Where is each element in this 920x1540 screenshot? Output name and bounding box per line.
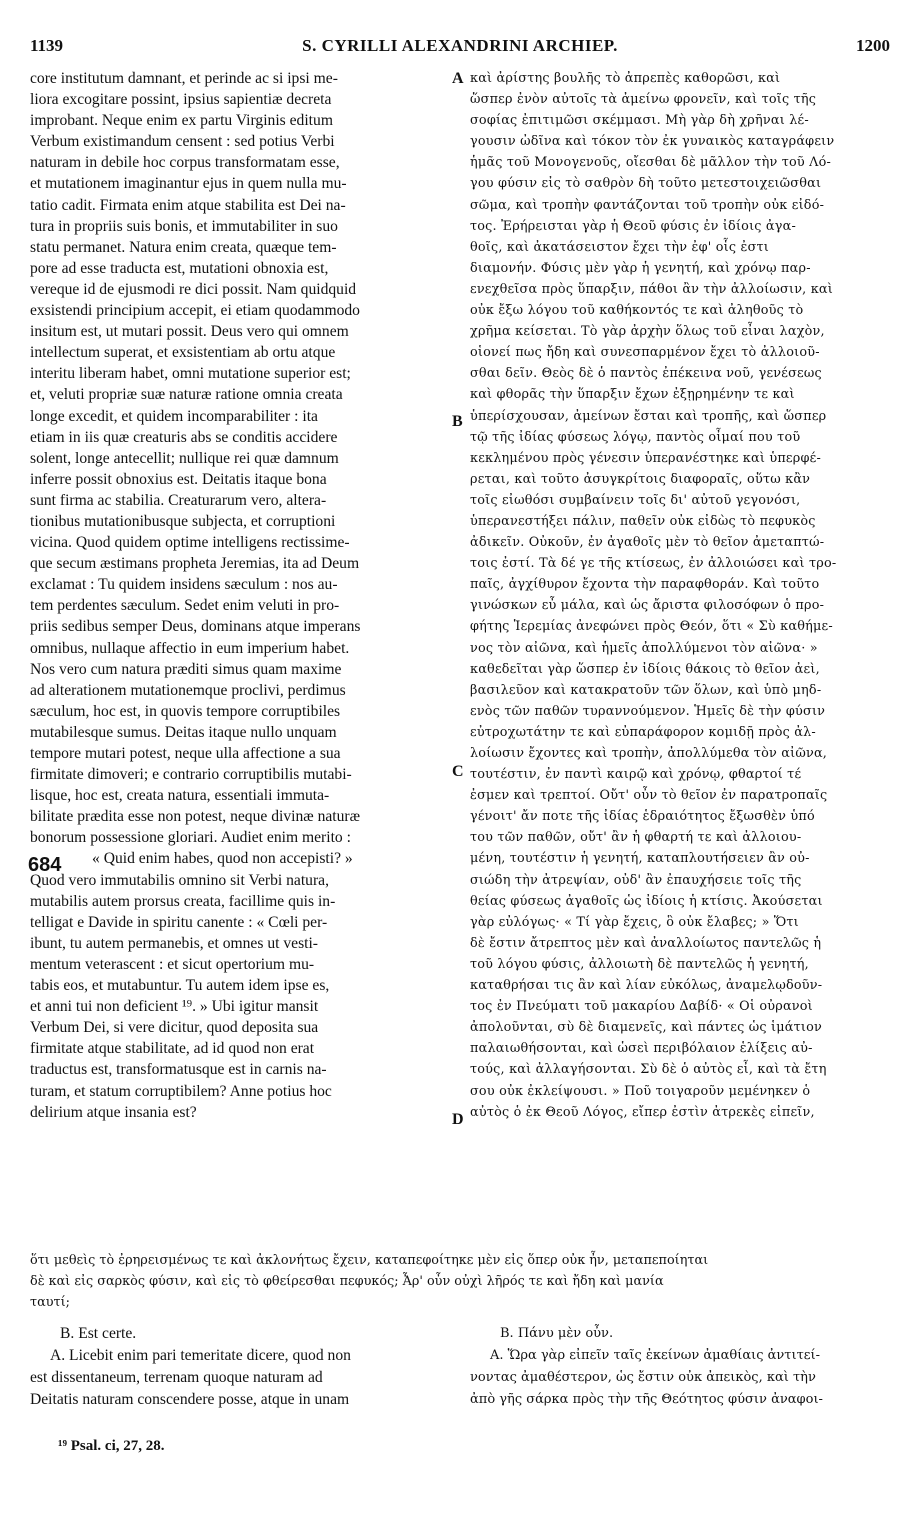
greek-line: χρῆμα κείσεται. Τὸ γὰρ ἀρχὴν ὅλως τοῦ εἶναι λαχὸν, — [470, 324, 825, 340]
greek-line: αὐτὸς ὁ ἐκ Θεοῦ Λόγος, εἴπερ ἐστὶν ἀτρεκὲς εἰπεῖν, — [470, 1104, 815, 1120]
latin-line: lisque, hoc est, creata natura, essentiali immuta- — [30, 787, 330, 805]
latin-line: core institutum damnant, et perinde ac si ipsi me- — [30, 70, 338, 87]
latin-line: firmitate atque stabilitate, ad id quod non erat — [30, 1040, 315, 1058]
greek-line: τος ἐν Πνεύματι τοῦ μακαρίου Δαβίδ· « Οἱ οὐρανοὶ — [470, 999, 813, 1015]
greek-line: σου οὐκ ἐκλείψουσι. » Ποῦ τοιγαροῦν μεμένηκεν ὁ — [470, 1083, 811, 1099]
latin-line: tabis eos, et mutabuntur. Tu autem idem ipse es, — [30, 977, 330, 995]
greek-line: του τῶν παθῶν, οὔτ' ἂν ἡ φθαρτή τε καὶ ἀλλοιου- — [470, 830, 802, 846]
latin-line: exclamat : Tu quidem insidens sæculum : nos au- — [30, 576, 338, 594]
latin-line: priis sedibus semper Deus, dominans atque imperans — [30, 618, 361, 636]
greek-line: καὶ φθορᾶς τὴν ὕπαρξιν ἔχων ἐξῃρημένην τε καὶ — [470, 387, 795, 403]
latin-line: naturam in debile hoc corpus transformatam esse, — [30, 154, 340, 172]
greek-line: νος τὸν αἰῶνα, καὶ ἡμεῖς ἀπολλύμενοι τὸν αἰῶνα· » — [470, 640, 818, 656]
lower-greek-line: A. Ὥρα γὰρ εἰπεῖν ταῖς ἐκείνων ἀμαθίαις ἀντιτεί- — [490, 1348, 821, 1363]
greek-line: σθαι δεῖν. Θεὸς δὲ ὁ παντὸς ἐπέκεινα νοῦ, γενέσεως — [470, 366, 822, 382]
latin-line: et mutationem imaginantur ejus in quem nulla mu- — [30, 175, 347, 193]
greek-line: θοῖς, καὶ ἀκατάσειστον ἔχει τὴν ἐφ' οἷς ἐστι — [470, 239, 770, 255]
greek-line: παλαιωθήσονται, καὶ ὡσεὶ περιβόλαιον ἑλίξεις αὐ- — [470, 1041, 813, 1057]
latin-line: mentum veterascent : et sicut opertorium mu- — [30, 955, 315, 973]
lower-greek-line: B. Πάνυ μὲν οὖν. — [500, 1326, 614, 1341]
greek-line: γένοιτ' ἄν ποτε τῆς ἰδίας ἑδραιότητος ἔξωσθὲν ὑπό — [470, 809, 815, 825]
latin-line: longe excedit, et quidem incomparabiliter : ita — [30, 407, 318, 425]
full-width-line: δὲ καὶ εἰς σαρκὸς φύσιν, καὶ εἰς τὸ φθείρεσθαι πεφυκός; Ἆρ' οὖν οὐχὶ λῆρός τε καὶ ἤδη καὶ μανία — [30, 1274, 664, 1289]
latin-line: bilitate prædita esse non potest, neque divinæ naturæ — [30, 808, 361, 826]
latin-line: pore ad esse traducta est, mutationi obnoxia est, — [30, 259, 329, 277]
latin-line: tem perdentes sæculum. Sedet enim veluti in pro- — [30, 597, 340, 615]
latin-line: tatio cadit. Firmata enim atque stabilita est Dei na- — [30, 196, 346, 214]
page-number-left: 1139 — [30, 36, 64, 55]
latin-line: Nos vero cum natura præditi simus quam maxime — [30, 660, 342, 678]
greek-line: σοφίας ἐπιτιμῶσι σκέμμασι. Μὴ γὰρ δὴ χρῆναι λέ- — [470, 113, 809, 129]
latin-line: traductus est, transformatusque est in carnis na- — [30, 1061, 327, 1079]
greek-line: μένη, τουτέστιν ἡ γενητή, καταπλουτήσειεν ἂν οὐ- — [470, 851, 810, 867]
latin-line: turam, et statum corruptibilem? Anne potius hoc — [30, 1082, 332, 1100]
greek-line: εὐτροχωτάτην τε καὶ εὐπαράφορον κομιδῇ πρὸς ἀλ- — [470, 724, 816, 740]
lower-latin-line: Deitatis naturam conscendere posse, atque in unam — [30, 1391, 350, 1408]
greek-line: ρεται, καὶ τοῦτο ἀσυγκρίτοις διαφοραῖς, οὕτω κἂν — [470, 471, 811, 487]
greek-line: ενὸς τῶν παθῶν τυραννούμενον. Ἡμεῖς δὲ τὴν φύσιν — [470, 703, 826, 719]
greek-line: διαμονήν. Φύσις μὲν γὰρ ἡ γενητή, καὶ χρόνῳ παρ- — [470, 260, 811, 276]
lower-latin-column — [30, 1323, 446, 1411]
greek-line: τοῦ λόγου φύσις, ἀλλοιωτὴ δὲ παντελῶς ἡ γενητή, — [470, 956, 809, 972]
greek-line: σῶμα, καὶ τροπὴν φαντάζονται τοῦ τροπὴν οὐκ εἰδό- — [470, 197, 825, 213]
greek-line: ἐσμεν καὶ τρεπτοί. Οὔτ' οὖν τὸ θεῖον ἐν παρατροπαῖς — [470, 788, 828, 804]
greek-line: ὑπερίσχουσαν, ἀμείνων ἔσται καὶ τροπῆς, καὶ ὥσπερ — [470, 408, 827, 424]
latin-line: liora excogitare possint, ipsius sapientiæ decreta — [30, 91, 332, 109]
greek-line: καὶ ἀρίστης βουλῆς τὸ ἀπρεπὲς καθορῶσι, καὶ — [470, 71, 781, 86]
latin-line: telligat e Davide in spiritu canente : « Cœli per- — [30, 913, 328, 931]
section-marker-c: C — [452, 763, 464, 780]
greek-line: οἱονεί πως ἤδη καὶ συνεσπαρμένον ἔχει τὸ ἀλλοιοῦ- — [470, 345, 820, 361]
latin-line: mutabilesque sumus. Deitas itaque nullo unquam — [30, 723, 337, 741]
latin-line: « Quid enim habes, quod non accepisti? » — [92, 850, 353, 868]
latin-line: bonorum possessione gloriari. Audiet enim merito : — [30, 829, 351, 847]
full-width-greek — [30, 1250, 892, 1313]
greek-line: τοις ἐστί. Τὰ δέ γε τῆς κτίσεως, ἐν ἀλλοιώσει καὶ τρο- — [470, 556, 837, 572]
latin-line: Verbum Dei, si vere dicitur, quod deposita sua — [30, 1019, 319, 1037]
footnote: ¹⁹ Psal. ci, 27, 28. — [58, 1438, 165, 1454]
latin-line: et, veluti propriæ suæ naturæ ratione omnia creata — [30, 386, 343, 404]
latin-line: vicina. Quod quidem optime intelligens rectissime- — [30, 534, 350, 552]
latin-line: sæculum, hoc est, in quovis tempore corruptibiles — [30, 702, 341, 720]
latin-line: que secum æstimans propheta Jeremias, ita ad Deum — [30, 555, 360, 573]
lower-greek-column — [470, 1323, 890, 1411]
greek-line: θείας φύσεως ἀγαθοῖς ὡς ἰδίοις ἡ κτίσις. Ἀκούσεται — [470, 893, 823, 909]
latin-line: solent, longe antecellit; nullique rei quæ damnum — [30, 449, 339, 467]
greek-line: ἀδικεῖν. Οὐκοῦν, ἐν ἀγαθοῖς μὲν τὸ θεῖον ἀμεταπτώ- — [470, 535, 825, 551]
greek-line: κεκλημένου πρὸς γένεσιν ὑπερανέστηκε καὶ ὑπερφέ- — [470, 450, 821, 466]
latin-line: vereque id de ejusmodi re dici possit. Nam quidquid — [30, 280, 357, 298]
latin-line: tionibus mutationibusque subjecta, et corruptioni — [30, 512, 336, 530]
greek-line: τοῖς εἰωθόσι συμβαίνειν τοῖς δι' αὐτοῦ γεγονόσι, — [470, 492, 801, 508]
greek-line: ἀπολοῦνται, σὺ δὲ διαμενεῖς, καὶ πάντες ὡς ἱμάτιον — [470, 1020, 822, 1036]
lower-latin-line: B. Est certe. — [60, 1325, 137, 1342]
latin-line: intellectum superat, et exsistentiam ab ortu atque — [30, 344, 336, 362]
latin-column — [30, 68, 446, 1123]
full-width-line: ταυτί; — [30, 1295, 70, 1310]
latin-line: ad alterationem mutationemque proclivi, perdimus — [30, 681, 346, 699]
greek-line: σιώδη τὴν ἀτρεψίαν, οὐδ' ἂν ἐπαυχήσειε τοῖς τῆς — [470, 872, 802, 888]
section-marker-a: A — [452, 70, 464, 87]
running-header — [0, 36, 920, 58]
greek-column — [470, 68, 890, 1123]
latin-line: statu permanet. Natura enim creata, quæque tem- — [30, 238, 337, 256]
greek-line: παῖς, ἀγχίθυρον ἔχοντα τὴν παραφθοράν. Καὶ τοῦτο — [470, 577, 820, 593]
latin-line: insitum est, ut mutari possit. Deus vero qui omnem — [30, 323, 349, 341]
latin-line: inferre possit obnoxius est. Deitatis itaque bona — [30, 470, 327, 488]
greek-line: τουτέστιν, ἐν παντὶ καιρῷ καὶ χρόνῳ, φθαρτοί τέ — [470, 767, 802, 783]
latin-line: exsistendi principium accepit, ei etiam quodammodo — [30, 302, 360, 320]
lower-latin-line: A. Licebit enim pari temeritate dicere, quod non — [50, 1347, 351, 1364]
greek-line: γου φύσιν εἰς τὸ σαθρὸν δὴ τοῦτο μετεστοιχειῶσθαι — [470, 176, 822, 192]
latin-line: mutabilis autem prorsus creata, facillime quis in- — [30, 892, 336, 910]
latin-line: Verbum existimandum censent : sed potius Verbi — [30, 133, 335, 151]
latin-line: Quod vero immutabilis omnino sit Verbi natura, — [30, 871, 329, 889]
latin-line: omnibus, nullaque affectio in eum imperium habet. — [30, 639, 350, 657]
running-title: S. CYRILLI ALEXANDRINI ARCHIEP. — [302, 36, 618, 55]
latin-line: interitu liberam habet, omni mutatione superior est; — [30, 365, 351, 383]
greek-line: ὥσπερ ἐνὸν αὐτοῖς τὰ ἀμείνω φρονεῖν, καὶ τοῖς τῆς — [470, 92, 817, 108]
lower-latin-line: est dissentaneum, terrenam quoque naturam ad — [30, 1369, 323, 1386]
greek-line: οὐκ ἔξω λόγου τοῦ καθήκοντός τε καὶ ἀληθοῦς τὸ — [470, 303, 804, 319]
greek-line: βασιλεῦον καὶ κατακρατοῦν τῶν ὅλων, καὶ ὑπὸ μηδ- — [470, 682, 822, 698]
greek-line: τούς, καὶ ἀλλαγήσονται. Σὺ δὲ ὁ αὐτὸς εἶ, καὶ τὰ ἔτη — [470, 1062, 827, 1078]
greek-line: γὰρ εὐλόγως· « Τί γὰρ ἔχεις, ὃ οὐκ ἔλαβες; » Ὅτι — [470, 914, 799, 930]
greek-line: λοίωσιν ἔχοντες καὶ τροπὴν, ἀπολλύμεθα τὸν αἰῶνα, — [470, 746, 828, 761]
section-marker-d: D — [452, 1111, 464, 1128]
greek-line: φήτης Ἱερεμίας ἀνεφώνει πρὸς Θεόν, ὅτι « Σὺ καθήμε- — [470, 619, 833, 635]
latin-line: ibunt, tu autem permanebis, et omnes ut vesti- — [30, 934, 318, 952]
latin-line: tura in propriis suis bonis, et immutabiliter in suo — [30, 217, 338, 235]
greek-line: ενεχθεῖσα πρὸς ὕπαρξιν, πάθοι ἂν τὴν ἀλλοίωσιν, καὶ — [470, 281, 833, 297]
greek-line: γινώσκων εὖ μάλα, καὶ ὡς ἄριστα φιλοσόφων ὁ προ- — [470, 598, 825, 614]
latin-line: delirium atque insania est? — [30, 1103, 197, 1121]
greek-line: ἡμᾶς τοῦ Μονογενοῦς, οἴεσθαι δὲ μᾶλλον τὴν τοῦ Λό- — [470, 155, 832, 171]
latin-line: et anni tui non deficient ¹⁹. » Ubi igitur mansit — [30, 998, 319, 1016]
greek-line: τῷ τῆς ἰδίας φύσεως λόγῳ, παντὸς οἶμαί που τοῦ — [470, 429, 801, 445]
lower-greek-line: ἀπὸ γῆς σάρκα πρὸς τὴν τῆς Θεότητος φύσιν ἀναφοι- — [470, 1392, 823, 1407]
lower-greek-line: νοντας ἀμαθέστερον, ὡς ἔστιν οὐκ ἀπεικὸς, καὶ τὴν — [470, 1370, 816, 1385]
greek-line: ὑπερανεστήξει πάλιν, παθεῖν οὐκ εἰδὼς τὸ πεφυκὸς — [470, 513, 816, 529]
greek-line: καθεδεῖται γὰρ ὥσπερ ἐν ἰδίοις θάκοις τὸ θεῖον ἀεὶ, — [470, 661, 820, 677]
greek-line: δὲ ἔστιν ἄτρεπτος μὲν καὶ ἀναλλοίωτος παντελῶς ἡ — [470, 935, 822, 951]
margin-column-number: 684 — [28, 854, 62, 876]
latin-line: tempore mutari potest, neque ulla affectione a sua — [30, 745, 341, 762]
greek-line: τος. Ἐρήρεισται γὰρ ἡ Θεοῦ φύσις ἐν ἰδίοις ἀγα- — [470, 218, 796, 234]
latin-line: etiam in iis quæ creaturis abs se conditis accidere — [30, 428, 338, 446]
section-marker-b: B — [452, 413, 463, 430]
latin-line: firmitate dimoveri; e contrario corruptibilis mutabi- — [30, 766, 352, 784]
latin-line: sunt firma ac stabilia. Creaturarum vero, altera- — [30, 491, 327, 509]
greek-line: καταθρήσαι τις ἂν καὶ λίαν εὐκόλως, ἀναμελῳδοῦν- — [470, 978, 823, 994]
greek-line: γουσιν ὠδῖνα καὶ τόκον τὸν ἐκ γυναικὸς καταγράφειν — [470, 134, 835, 150]
page-number-right: 1200 — [856, 36, 890, 55]
full-width-line: ὅτι μεθεὶς τὸ ἐρηρεισμένως τε καὶ ἀκλονήτως ἔχειν, καταπεφοίτηκε μὲν εἰς ὅπερ οὐκ ἦν, μεταπεποίηται — [30, 1253, 709, 1268]
latin-line: improbant. Neque enim ex partu Virginis editum — [30, 112, 333, 130]
